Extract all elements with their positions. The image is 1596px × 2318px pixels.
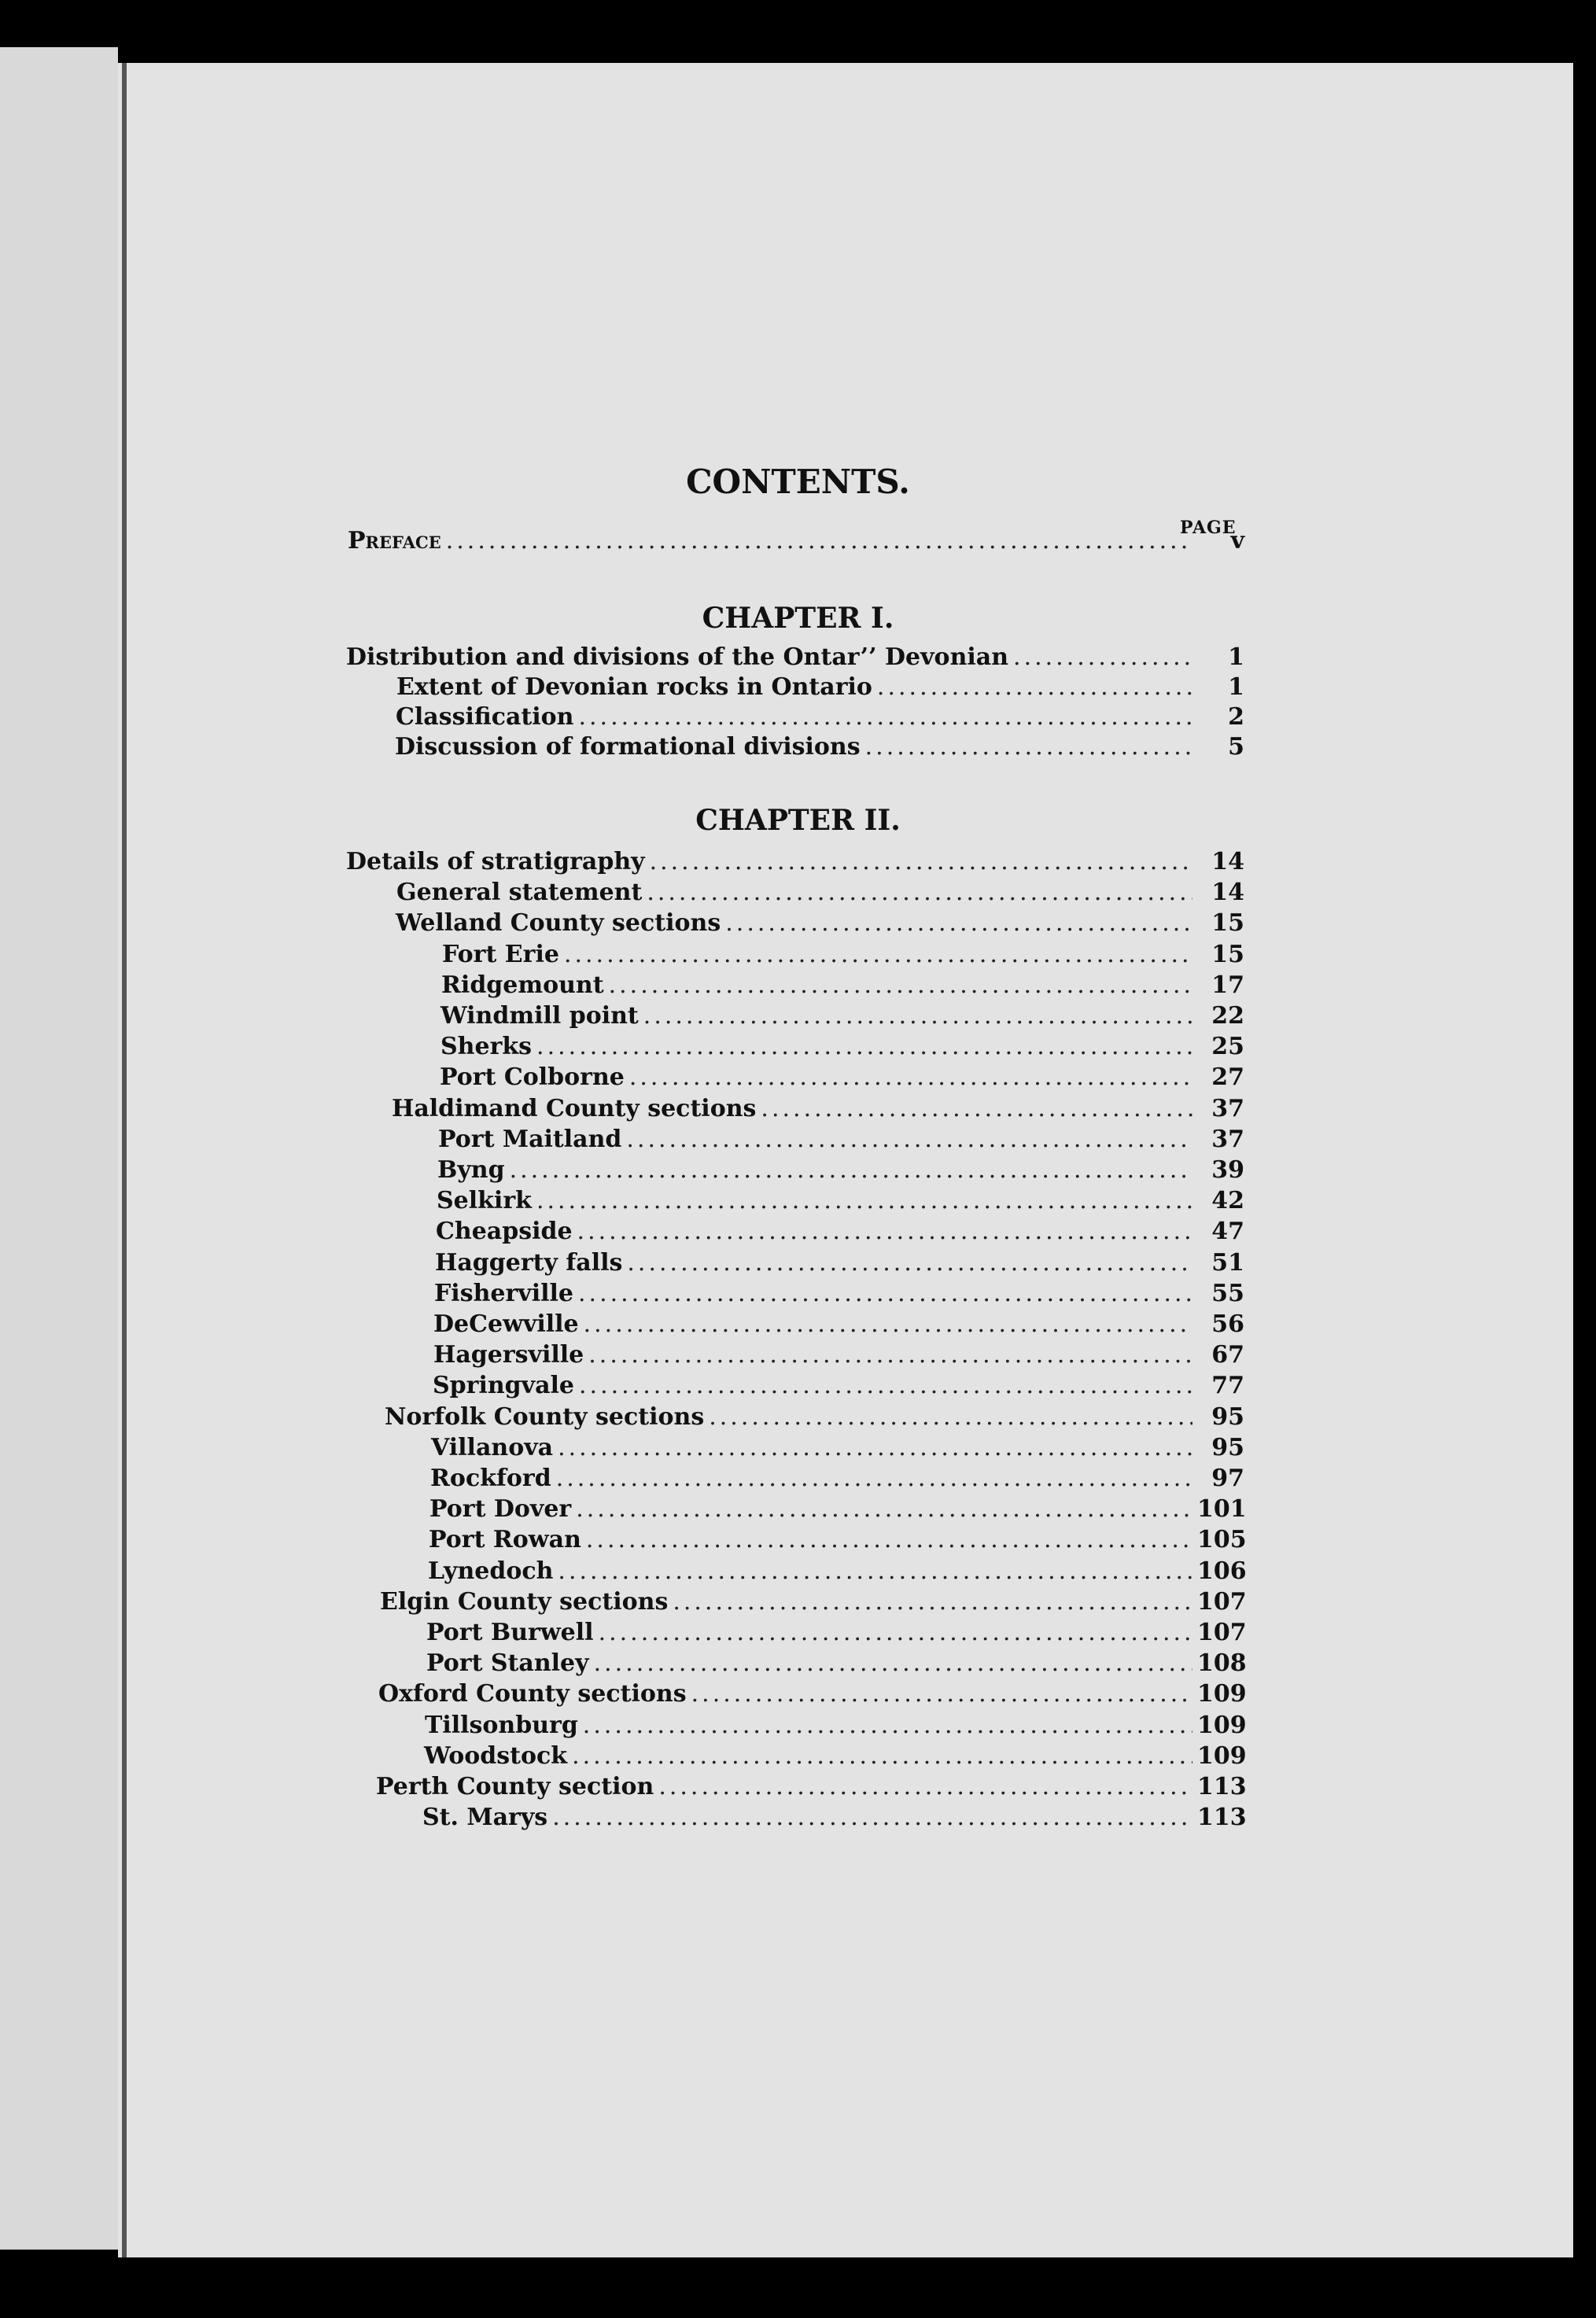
toc-entry-page: 14	[1211, 848, 1244, 875]
toc-entry-page: 107	[1197, 1587, 1247, 1616]
dot-leader	[725, 909, 1192, 937]
toc-entry[interactable]	[392, 1095, 1244, 1126]
toc-entry[interactable]	[430, 1465, 1244, 1496]
toc-entry-page: 37	[1211, 1125, 1244, 1153]
dot-leader	[709, 1403, 1192, 1431]
toc-entry-label: Perth County section	[376, 1773, 654, 1800]
toc-entry-page: 106	[1197, 1557, 1247, 1585]
toc-entry-page: 15	[1211, 940, 1244, 968]
dot-leader	[761, 1095, 1192, 1122]
toc-entry[interactable]	[434, 1280, 1244, 1311]
toc-entry[interactable]	[433, 1341, 1244, 1373]
toc-entry-label: Elgin County sections	[380, 1587, 669, 1616]
toc-entry-label: Port Stanley	[426, 1649, 589, 1678]
toc-entry-page: 55	[1211, 1279, 1244, 1307]
chapter-heading: CHAPTER II.	[695, 804, 901, 837]
dot-leader	[658, 1773, 1192, 1800]
dot-leader	[564, 941, 1192, 968]
dot-leader	[578, 703, 1192, 731]
toc-entry-page: 109	[1197, 1711, 1247, 1739]
toc-entry[interactable]	[440, 1002, 1244, 1034]
toc-entry-label: Ridgemount	[441, 971, 604, 999]
toc-entry[interactable]	[441, 971, 1244, 1003]
dot-leader	[627, 1249, 1192, 1277]
toc-entry[interactable]	[428, 1557, 1247, 1589]
dot-leader	[446, 527, 1192, 555]
toc-entry-page: 107	[1197, 1619, 1247, 1646]
dot-leader	[599, 1619, 1192, 1646]
toc-entry[interactable]	[429, 1495, 1247, 1527]
toc-entry-label: St. Marys	[422, 1804, 548, 1832]
toc-entry[interactable]	[396, 909, 1244, 941]
toc-entry[interactable]	[346, 848, 1244, 879]
page-column-label: PAGE	[1180, 518, 1237, 538]
toc-entry-page: 109	[1197, 1680, 1247, 1708]
dot-leader	[609, 971, 1192, 999]
dot-leader	[556, 1465, 1192, 1492]
toc-entry-page: 1	[1228, 673, 1244, 701]
toc-entry[interactable]	[346, 643, 1244, 675]
toc-entry[interactable]	[396, 879, 1244, 910]
toc-entry-preface[interactable]	[348, 527, 1244, 558]
toc-entry-page: 5	[1228, 733, 1244, 761]
toc-entry[interactable]	[435, 1249, 1244, 1281]
dot-leader	[1013, 643, 1192, 671]
toc-entry-page: 113	[1197, 1773, 1247, 1800]
toc-entry-label: Byng	[437, 1156, 505, 1184]
toc-entry-label: Haldimand County sections	[392, 1094, 757, 1122]
toc-entry-page: 109	[1197, 1741, 1247, 1770]
toc-entry[interactable]	[436, 1218, 1244, 1249]
toc-entry[interactable]	[433, 1372, 1244, 1403]
toc-entry-label: Port Maitland	[438, 1125, 622, 1153]
toc-entry-page: 105	[1197, 1526, 1247, 1554]
dot-leader	[510, 1156, 1192, 1184]
toc-entry-page: 47	[1211, 1218, 1244, 1246]
toc-entry[interactable]	[437, 1156, 1244, 1188]
dot-leader	[643, 1002, 1192, 1030]
toc-entry-label: Windmill point	[440, 1002, 639, 1030]
toc-entry-page: 95	[1211, 1402, 1244, 1431]
dot-leader	[583, 1712, 1192, 1739]
toc-entry[interactable]	[426, 1619, 1247, 1650]
toc-entry[interactable]	[440, 1063, 1244, 1095]
dot-leader	[577, 1218, 1192, 1245]
toc-entry-page: 22	[1211, 1002, 1244, 1030]
toc-entry-page: 27	[1211, 1063, 1244, 1092]
toc-entry[interactable]	[396, 703, 1244, 735]
toc-entry-label: General statement	[396, 879, 643, 907]
dot-leader	[576, 1495, 1192, 1523]
toc-entry[interactable]	[425, 1711, 1247, 1743]
toc-entry[interactable]	[431, 1434, 1244, 1465]
dot-leader	[594, 1649, 1192, 1677]
toc-entry-label: Port Colborne	[440, 1063, 625, 1092]
toc-entry[interactable]	[438, 1126, 1244, 1157]
toc-entry-label: Details of stratigraphy	[346, 848, 645, 875]
dot-leader	[536, 1033, 1192, 1060]
toc-entry-page: 108	[1197, 1649, 1247, 1678]
toc-entry-label: Oxford County sections	[378, 1680, 687, 1708]
dot-leader	[552, 1804, 1192, 1831]
toc-entry-label: Port Dover	[429, 1495, 572, 1524]
toc-entry-label: Villanova	[431, 1433, 554, 1461]
toc-entry-label: Cheapside	[436, 1218, 573, 1246]
toc-entry-page: 113	[1197, 1804, 1247, 1832]
toc-entry-label: Welland County sections	[396, 909, 721, 938]
toc-entry[interactable]	[433, 1310, 1244, 1342]
toc-entry-page: 77	[1211, 1372, 1244, 1400]
dot-leader	[626, 1126, 1192, 1153]
dot-leader	[588, 1341, 1192, 1369]
toc-entry-label: Haggerty falls	[435, 1248, 623, 1277]
toc-entry-label: Springvale	[433, 1372, 574, 1400]
toc-entry-label: Lynedoch	[428, 1557, 554, 1585]
toc-entry-page: 17	[1211, 971, 1244, 999]
chapter-heading: CHAPTER I.	[702, 602, 894, 635]
toc-entry[interactable]	[424, 1741, 1247, 1774]
dot-leader	[673, 1588, 1192, 1616]
dot-leader	[558, 1557, 1192, 1585]
toc-entry-page: 56	[1211, 1310, 1244, 1338]
toc-entry-label: Selkirk	[437, 1187, 532, 1215]
toc-entry-label: Port Burwell	[426, 1619, 594, 1646]
toc-entry[interactable]	[442, 941, 1244, 972]
dot-leader	[584, 1310, 1192, 1338]
dot-leader	[558, 1434, 1192, 1461]
dot-leader	[579, 1372, 1192, 1399]
toc-entry[interactable]	[395, 733, 1244, 765]
toc-entry-label: Norfolk County sections	[385, 1402, 705, 1431]
dot-leader	[629, 1063, 1192, 1091]
toc-entry[interactable]	[426, 1649, 1247, 1681]
toc-entry-page: 95	[1211, 1433, 1244, 1461]
toc-entry[interactable]	[422, 1804, 1247, 1835]
dot-leader	[691, 1680, 1192, 1708]
dot-leader	[647, 879, 1192, 906]
toc-entry-page: 97	[1211, 1465, 1244, 1492]
toc-entry-label: Discussion of formational divisions	[395, 733, 861, 761]
toc-entry-page: v	[1230, 527, 1244, 555]
dot-leader	[865, 733, 1192, 761]
toc-entry-label: Hagersville	[433, 1341, 584, 1369]
toc-entry[interactable]	[437, 1187, 1244, 1218]
toc-entry-page: 39	[1211, 1156, 1244, 1184]
dot-leader	[572, 1742, 1192, 1770]
toc-entry-label: Rockford	[430, 1465, 551, 1492]
toc-entry-page: 37	[1211, 1094, 1244, 1122]
toc-entry-page: 51	[1211, 1248, 1244, 1277]
toc-entry-page: 15	[1211, 909, 1244, 938]
toc-entry-page: 67	[1211, 1341, 1244, 1369]
toc-entry[interactable]	[396, 673, 1244, 705]
toc-entry[interactable]	[376, 1773, 1247, 1804]
toc-entry-label: Port Rowan	[429, 1526, 581, 1554]
toc-entry-label: Distribution and divisions of the Ontar’’ Devonian	[346, 643, 1009, 671]
dot-leader	[877, 673, 1192, 701]
dot-leader	[586, 1526, 1192, 1553]
toc-entry-page: 101	[1197, 1495, 1247, 1524]
toc-entry-page: 2	[1228, 703, 1244, 731]
toc-entry-label: Woodstock	[424, 1741, 568, 1770]
toc-entry[interactable]	[378, 1680, 1247, 1712]
toc-entry-label: Tillsonburg	[425, 1711, 578, 1739]
toc-entry-label: Extent of Devonian rocks in Ontario	[396, 673, 872, 701]
page-title: CONTENTS.	[686, 462, 910, 501]
dot-leader	[536, 1187, 1192, 1214]
toc-entry-page: 14	[1211, 879, 1244, 907]
toc-entry-label: Sherks	[440, 1033, 533, 1061]
toc-entry-label: Preface	[348, 527, 441, 555]
toc-entry[interactable]	[380, 1587, 1247, 1620]
toc-entry-label: Fisherville	[434, 1279, 573, 1307]
toc-entry-page: 42	[1211, 1187, 1244, 1215]
toc-entry[interactable]	[385, 1403, 1244, 1435]
dot-leader	[650, 848, 1192, 875]
toc-entry-label: Classification	[396, 703, 574, 731]
toc-entry[interactable]	[429, 1526, 1247, 1557]
dot-leader	[578, 1280, 1192, 1307]
toc-entry-page: 25	[1211, 1033, 1244, 1061]
toc-entry-label: Fort Erie	[442, 940, 559, 968]
toc-entry-label: DeCewville	[433, 1310, 579, 1338]
toc-entry-page: 1	[1228, 643, 1244, 671]
toc-entry[interactable]	[440, 1033, 1244, 1064]
